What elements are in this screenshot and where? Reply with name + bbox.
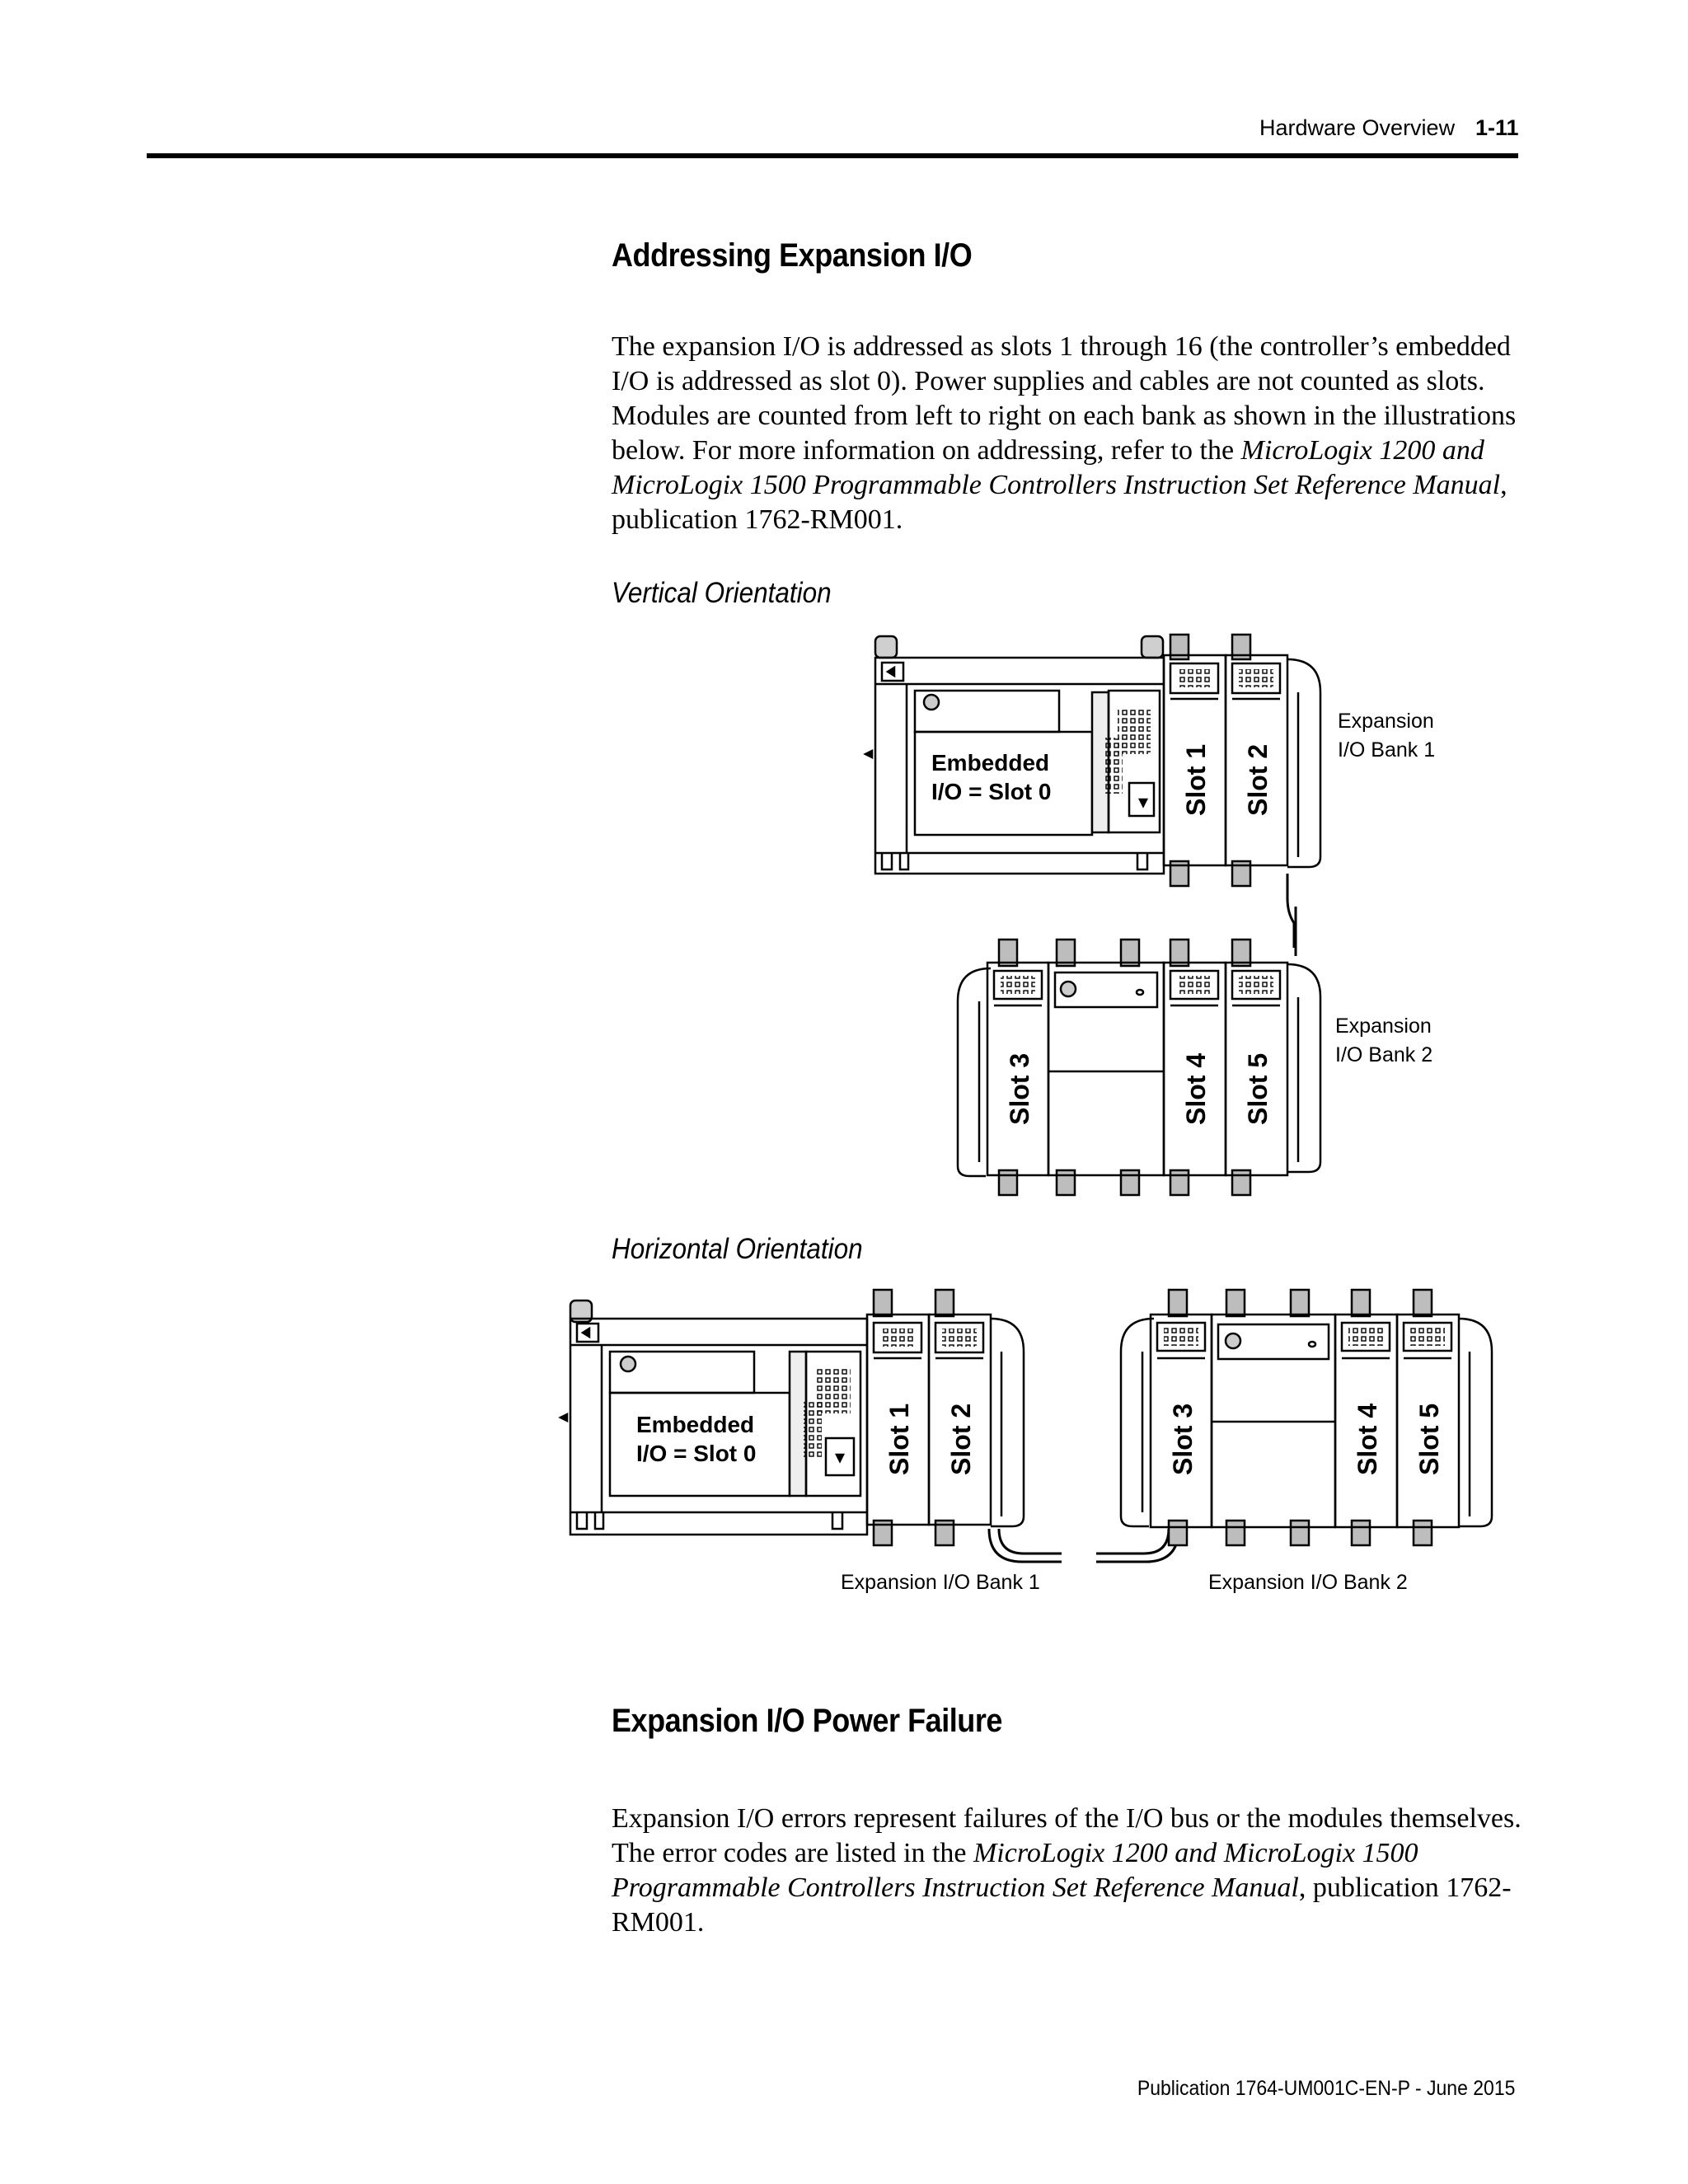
horizontal-slot2-label: Slot 2 [946,1403,976,1475]
vertical-embedded-label-line1: Embedded [931,750,1050,776]
horizontal-slot4-label: Slot 4 [1353,1403,1382,1475]
horizontal-slot3-label: Slot 3 [1168,1403,1198,1475]
vertical-bank2-label-line1: Expansion [1335,1015,1432,1038]
horizontal-embedded-label-line2: I/O = Slot 0 [636,1441,757,1466]
vertical-slot4-label: Slot 4 [1181,1052,1211,1125]
power-failure-paragraph: Expansion I/O errors represent failures of the I/O bus or the modules themselves. The error codes are listed in the MicroLogix 1200 and MicroLogix 1500 Programmable Controllers Instruction Set Reference Manual, publication 1762-RM001. [612,1803,1522,1938]
horizontal-embedded-label-line1: Embedded [636,1412,755,1437]
horizontal-orientation-heading: Horizontal Orientation [612,1233,863,1265]
vertical-bank1-label-line1: Expansion [1338,710,1434,733]
manual-title-reference: MicroLogix 1200 and MicroLogix 1500 Programmable Controllers Instruction Set Reference Manual [612,435,1501,500]
page-number: 1-11 [1475,115,1519,140]
vertical-embedded-label-line2: I/O = Slot 0 [931,779,1052,804]
page-footer [0,2077,1515,2101]
publication-number: Publication 1764-UM001C-EN-P - June 2015 [1137,2077,1515,2100]
vertical-slot1-label: Slot 1 [1181,743,1211,816]
addressing-paragraph: The expansion I/O is addressed as slots 1 through 16 (the controller’s embedded I/O is addressed as slot 0). Power supplies and cables are not counted as slots. Modules are counted from left to right on each bank as shown in the illustrations below. For more information on addressing, refer to the MicroLogix 1200 and MicroLogix 1500 Programmable Controllers Instruction Set Reference Manual, publication 1762-RM001. [612,331,1517,535]
section-title-addressing: Addressing Expansion I/O [612,237,973,274]
vertical-bank2-label-line2: I/O Bank 2 [1335,1043,1433,1066]
vertical-bank1-label-line2: I/O Bank 1 [1338,738,1436,762]
horizontal-bank1-caption: Expansion I/O Bank 1 [841,1571,1040,1594]
running-header-section: Hardware Overview [1259,115,1456,140]
horizontal-slot5-label: Slot 5 [1414,1403,1444,1475]
horizontal-slot1-label: Slot 1 [884,1403,914,1475]
section-title-power-failure: Expansion I/O Power Failure [612,1703,1002,1739]
vertical-slot5-label: Slot 5 [1243,1052,1273,1125]
vertical-slot3-label: Slot 3 [1005,1052,1034,1125]
vertical-slot2-label: Slot 2 [1243,743,1273,816]
vertical-orientation-heading: Vertical Orientation [612,577,832,609]
horizontal-bank2-caption: Expansion I/O Bank 2 [1208,1571,1408,1594]
manual-title-reference: MicroLogix 1200 and MicroLogix 1500 Programmable Controllers Instruction Set Reference Manual [612,1838,1418,1903]
